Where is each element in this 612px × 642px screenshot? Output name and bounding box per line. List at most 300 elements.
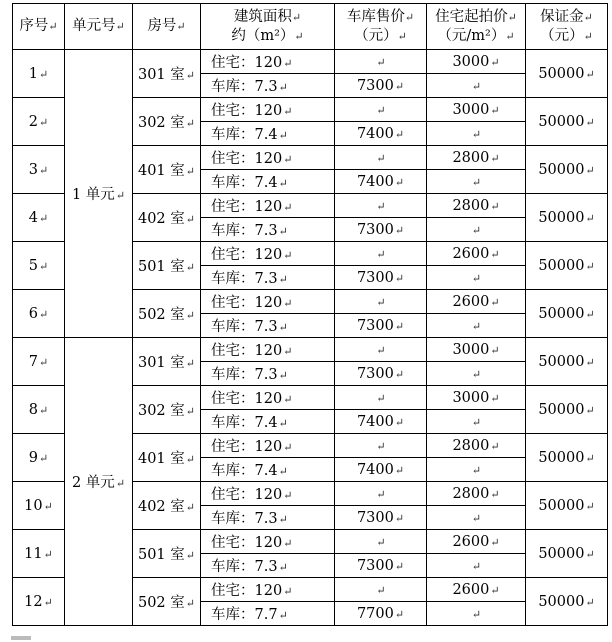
seq-cell (13, 434, 65, 482)
residence-area-cell (201, 50, 335, 74)
paragraph-mark: ↵ (585, 307, 595, 321)
garage-label: 车库： (211, 511, 255, 527)
paragraph-mark: ↵ (185, 117, 195, 130)
garage-price-cell (335, 266, 427, 290)
paragraph-mark: ↵ (185, 261, 195, 274)
header-deposit: 保证金↵ （元）↵ (526, 4, 608, 50)
garage-price-value: 7400 (356, 413, 394, 430)
start-price-cell (427, 242, 526, 266)
paragraph-mark: ↵ (490, 295, 500, 309)
garage-area-cell (201, 74, 335, 98)
start-price-value: 3000 (452, 341, 490, 358)
paragraph-mark: ↵ (471, 607, 482, 621)
deposit-cell (526, 530, 608, 578)
header-seq: 序号↵ (13, 4, 65, 50)
garage-price-value: 7400 (356, 461, 394, 478)
residence-area-cell (201, 98, 335, 122)
paragraph-mark: ↵ (394, 367, 405, 381)
paragraph-mark: ↵ (490, 247, 500, 261)
room-cell (133, 146, 201, 194)
paragraph-mark: ↵ (283, 249, 293, 262)
room-value: 502 室 (137, 307, 185, 323)
paragraph-mark: ↵ (585, 403, 595, 417)
residence-area-cell (201, 194, 335, 218)
room-cell (133, 98, 201, 146)
room-value: 301 室 (137, 67, 185, 83)
paragraph-mark: ↵ (278, 225, 288, 238)
paragraph-mark: ↵ (39, 115, 49, 129)
paragraph-mark: ↵ (39, 451, 49, 465)
garage-price-empty-cell (335, 50, 427, 74)
paragraph-mark: ↵ (185, 549, 195, 562)
garage-price-value: 7300 (356, 221, 394, 238)
residence-label: 住宅： (211, 103, 255, 119)
paragraph-mark: ↵ (283, 153, 293, 166)
garage-price-empty-cell (335, 386, 427, 410)
paragraph-mark: ↵ (585, 67, 595, 81)
garage-area-cell (201, 122, 335, 146)
room-cell (133, 530, 201, 578)
seq-value: 1 (28, 65, 38, 82)
deposit-value: 50000 (538, 65, 585, 82)
paragraph-mark: ↵ (490, 103, 500, 117)
paragraph-mark: ↵ (278, 321, 288, 334)
paragraph-mark: ↵ (39, 67, 49, 81)
deposit-cell (526, 194, 608, 242)
room-cell (133, 482, 201, 530)
garage-area-cell (201, 170, 335, 194)
paragraph-mark: ↵ (490, 439, 500, 453)
garage-price-cell (335, 602, 427, 626)
paragraph-mark: ↵ (43, 547, 53, 561)
paragraph-mark: ↵ (490, 343, 500, 357)
seq-value: 6 (28, 305, 38, 322)
paragraph-mark: ↵ (43, 499, 53, 513)
deposit-cell (526, 242, 608, 290)
deposit-cell (526, 290, 608, 338)
garage-label: 车库： (211, 79, 255, 95)
paragraph-mark: ↵ (39, 211, 49, 225)
room-cell (133, 338, 201, 386)
garage-label: 车库： (211, 175, 255, 191)
room-value: 302 室 (137, 115, 185, 131)
residence-label: 住宅： (211, 439, 255, 455)
paragraph-mark: ↵ (278, 609, 288, 622)
start-price-value: 2800 (452, 197, 490, 214)
garage-price-cell (335, 362, 427, 386)
residence-area-cell (201, 146, 335, 170)
paragraph-mark: ↵ (376, 199, 386, 213)
garage-price-cell (335, 74, 427, 98)
garage-price-empty-cell (335, 146, 427, 170)
paragraph-mark: ↵ (376, 439, 386, 453)
residence-label: 住宅： (211, 583, 255, 599)
paragraph-mark: ↵ (585, 259, 595, 273)
paragraph-mark: ↵ (376, 103, 386, 117)
deposit-value: 50000 (538, 161, 585, 178)
paragraph-mark: ↵ (283, 393, 293, 406)
garage-price-empty-cell (335, 242, 427, 266)
table-header (13, 4, 608, 50)
garage-area-value: 7.3 (254, 223, 278, 239)
paragraph-mark: ↵ (278, 417, 288, 430)
garage-price-empty-cell (335, 290, 427, 314)
header-garage-price: 车库售价↵ （元）↵ (335, 4, 427, 50)
start-price-value: 2800 (452, 149, 490, 166)
deposit-cell (526, 482, 608, 530)
paragraph-mark: ↵ (115, 189, 126, 202)
unit-value: 2 单元 (71, 475, 115, 491)
start-price-value: 3000 (452, 101, 490, 118)
paragraph-mark: ↵ (283, 57, 293, 70)
paragraph-mark: ↵ (278, 561, 288, 574)
unit-value: 1 单元 (71, 187, 115, 203)
paragraph-mark: ↵ (376, 247, 386, 261)
paragraph-mark: ↵ (394, 415, 405, 429)
deposit-cell (526, 386, 608, 434)
paragraph-mark: ↵ (394, 607, 405, 621)
garage-area-value: 7.3 (254, 559, 278, 575)
garage-area-cell (201, 314, 335, 338)
seq-value: 10 (24, 497, 43, 514)
garage-label: 车库： (211, 319, 255, 335)
seq-value: 5 (28, 257, 38, 274)
residence-label: 住宅： (211, 295, 255, 311)
garage-area-cell (201, 602, 335, 626)
paragraph-mark: ↵ (283, 201, 293, 214)
start-price-cell (427, 386, 526, 410)
garage-area-cell (201, 554, 335, 578)
garage-price-cell (335, 122, 427, 146)
paragraph-mark: ↵ (471, 127, 482, 141)
paragraph-mark: ↵ (585, 499, 595, 513)
paragraph-mark: ↵ (39, 403, 49, 417)
room-value: 301 室 (137, 355, 185, 371)
start-price-value: 2800 (452, 485, 490, 502)
paragraph-mark: ↵ (283, 345, 293, 358)
garage-label: 车库： (211, 127, 255, 143)
paragraph-mark: ↵ (278, 129, 288, 142)
seq-cell (13, 242, 65, 290)
residence-label: 住宅： (211, 55, 255, 71)
residence-area-value: 120 (254, 103, 283, 119)
deposit-value: 50000 (538, 593, 585, 610)
paragraph-mark: ↵ (585, 163, 595, 177)
paragraph-mark: ↵ (471, 463, 482, 477)
deposit-cell (526, 338, 608, 386)
table-row (13, 338, 608, 362)
paragraph-mark: ↵ (471, 271, 482, 285)
room-cell (133, 194, 201, 242)
garage-price-cell (335, 170, 427, 194)
start-price-value: 2600 (452, 581, 490, 598)
garage-price-cell (335, 314, 427, 338)
paragraph-mark: ↵ (585, 547, 595, 561)
deposit-value: 50000 (538, 305, 585, 322)
garage-price-value: 7300 (356, 269, 394, 286)
start-price-empty-cell (427, 266, 526, 290)
paragraph-mark: ↵ (39, 259, 49, 273)
start-price-cell (427, 194, 526, 218)
seq-cell (13, 338, 65, 386)
paragraph-mark: ↵ (115, 477, 126, 490)
residence-area-value: 120 (254, 295, 283, 311)
paragraph-mark: ↵ (471, 79, 482, 93)
start-price-cell (427, 98, 526, 122)
paragraph-mark: ↵ (490, 535, 500, 549)
start-price-empty-cell (427, 554, 526, 578)
garage-area-value: 7.3 (254, 367, 278, 383)
room-value: 401 室 (137, 163, 185, 179)
unit-cell (65, 50, 133, 338)
paragraph-mark: ↵ (278, 465, 288, 478)
paragraph-mark: ↵ (490, 583, 500, 597)
deposit-cell (526, 434, 608, 482)
garage-price-value: 7300 (356, 77, 394, 94)
start-price-cell (427, 434, 526, 458)
paragraph-mark: ↵ (471, 415, 482, 429)
paragraph-mark: ↵ (376, 535, 386, 549)
garage-price-empty-cell (335, 578, 427, 602)
room-value: 402 室 (137, 211, 185, 227)
paragraph-mark: ↵ (490, 55, 500, 69)
seq-value: 12 (24, 593, 43, 610)
garage-price-cell (335, 458, 427, 482)
seq-cell (13, 194, 65, 242)
paragraph-mark: ↵ (585, 595, 595, 609)
paragraph-mark: ↵ (39, 163, 49, 177)
garage-area-value: 7.3 (254, 319, 278, 335)
paragraph-mark: ↵ (394, 79, 405, 93)
paragraph-mark: ↵ (471, 319, 482, 333)
header-area: 建筑面积↵ 约（m²）↵ (201, 4, 335, 50)
seq-value: 8 (28, 401, 38, 418)
room-cell (133, 386, 201, 434)
paragraph-mark: ↵ (394, 127, 405, 141)
table-row (13, 50, 608, 74)
room-value: 501 室 (137, 259, 185, 275)
paragraph-mark: ↵ (376, 295, 386, 309)
paragraph-mark: ↵ (185, 357, 195, 370)
residence-area-value: 120 (254, 439, 283, 455)
garage-price-empty-cell (335, 530, 427, 554)
garage-price-value: 7300 (356, 509, 394, 526)
paragraph-mark: ↵ (278, 273, 288, 286)
paragraph-mark: ↵ (394, 511, 405, 525)
paragraph-mark: ↵ (185, 69, 195, 82)
garage-area-value: 7.4 (254, 415, 278, 431)
paragraph-mark: ↵ (185, 165, 195, 178)
residence-area-value: 120 (254, 487, 283, 503)
paragraph-mark: ↵ (490, 487, 500, 501)
seq-cell (13, 290, 65, 338)
garage-area-value: 7.7 (254, 607, 278, 623)
residence-area-value: 120 (254, 535, 283, 551)
paragraph-mark: ↵ (490, 391, 500, 405)
start-price-empty-cell (427, 458, 526, 482)
paragraph-mark: ↵ (471, 367, 482, 381)
paragraph-mark: ↵ (585, 355, 595, 369)
garage-price-value: 7300 (356, 365, 394, 382)
residence-area-value: 120 (254, 391, 283, 407)
paragraph-mark: ↵ (185, 501, 195, 514)
seq-value: 3 (28, 161, 38, 178)
paragraph-mark: ↵ (585, 451, 595, 465)
start-price-empty-cell (427, 74, 526, 98)
garage-label: 车库： (211, 559, 255, 575)
room-value: 402 室 (137, 499, 185, 515)
seq-cell (13, 386, 65, 434)
deposit-value: 50000 (538, 449, 585, 466)
garage-area-cell (201, 218, 335, 242)
paragraph-mark: ↵ (185, 597, 195, 610)
header-unit: 单元号↵ (65, 4, 133, 50)
start-price-cell (427, 338, 526, 362)
garage-label: 车库： (211, 271, 255, 287)
garage-area-cell (201, 266, 335, 290)
paragraph-mark: ↵ (185, 453, 195, 466)
paragraph-mark: ↵ (278, 513, 288, 526)
seq-cell (13, 578, 65, 626)
start-price-value: 2800 (452, 437, 490, 454)
paragraph-mark: ↵ (39, 355, 49, 369)
paragraph-mark: ↵ (394, 319, 405, 333)
deposit-value: 50000 (538, 401, 585, 418)
deposit-value: 50000 (538, 257, 585, 274)
start-price-empty-cell (427, 122, 526, 146)
start-price-cell (427, 50, 526, 74)
seq-value: 7 (28, 353, 38, 370)
paragraph-mark: ↵ (394, 559, 405, 573)
garage-price-empty-cell (335, 434, 427, 458)
garage-price-cell (335, 506, 427, 530)
start-price-empty-cell (427, 506, 526, 530)
residence-area-value: 120 (254, 199, 283, 215)
room-cell (133, 290, 201, 338)
seq-value: 2 (28, 113, 38, 130)
garage-price-empty-cell (335, 482, 427, 506)
auction-table (12, 3, 608, 626)
paragraph-mark: ↵ (471, 223, 482, 237)
seq-cell (13, 98, 65, 146)
garage-price-value: 7300 (356, 317, 394, 334)
room-cell (133, 578, 201, 626)
garage-area-cell (201, 410, 335, 434)
paragraph-mark: ↵ (278, 369, 288, 382)
garage-area-cell (201, 362, 335, 386)
room-cell (133, 50, 201, 98)
seq-value: 11 (24, 545, 43, 562)
start-price-value: 3000 (452, 53, 490, 70)
residence-label: 住宅： (211, 535, 255, 551)
start-price-empty-cell (427, 362, 526, 386)
residence-area-value: 120 (254, 583, 283, 599)
garage-price-empty-cell (335, 194, 427, 218)
paragraph-mark: ↵ (283, 537, 293, 550)
room-value: 401 室 (137, 451, 185, 467)
garage-price-value: 7700 (356, 605, 394, 622)
garage-price-value: 7400 (356, 173, 394, 190)
deposit-cell (526, 578, 608, 626)
residence-area-value: 120 (254, 343, 283, 359)
room-value: 502 室 (137, 595, 185, 611)
residence-area-cell (201, 290, 335, 314)
residence-area-cell (201, 386, 335, 410)
paragraph-mark: ↵ (278, 81, 288, 94)
deposit-value: 50000 (538, 113, 585, 130)
residence-label: 住宅： (211, 247, 255, 263)
paragraph-mark: ↵ (394, 271, 405, 285)
start-price-cell (427, 530, 526, 554)
paragraph-mark: ↵ (394, 463, 405, 477)
paragraph-mark: ↵ (283, 105, 293, 118)
paragraph-mark: ↵ (283, 297, 293, 310)
paragraph-mark: ↵ (490, 151, 500, 165)
residence-label: 住宅： (211, 199, 255, 215)
table-body (13, 50, 608, 626)
deposit-value: 50000 (538, 545, 585, 562)
garage-label: 车库： (211, 463, 255, 479)
start-price-empty-cell (427, 602, 526, 626)
paragraph-mark: ↵ (376, 151, 386, 165)
paragraph-mark: ↵ (278, 177, 288, 190)
seq-cell (13, 146, 65, 194)
start-price-cell (427, 146, 526, 170)
residence-area-cell (201, 530, 335, 554)
garage-price-empty-cell (335, 98, 427, 122)
garage-area-value: 7.4 (254, 463, 278, 479)
paragraph-mark: ↵ (394, 175, 405, 189)
garage-area-value: 7.4 (254, 175, 278, 191)
seq-cell (13, 50, 65, 98)
residence-area-cell (201, 482, 335, 506)
header-row (13, 4, 608, 50)
residence-area-value: 120 (254, 247, 283, 263)
paragraph-mark: ↵ (490, 199, 500, 213)
deposit-cell (526, 146, 608, 194)
paragraph-mark: ↵ (471, 559, 482, 573)
residence-area-value: 120 (254, 55, 283, 71)
residence-label: 住宅： (211, 391, 255, 407)
residence-area-cell (201, 434, 335, 458)
residence-area-value: 120 (254, 151, 283, 167)
garage-price-value: 7300 (356, 557, 394, 574)
paragraph-mark: ↵ (39, 307, 49, 321)
garage-price-empty-cell (335, 338, 427, 362)
room-value: 302 室 (137, 403, 185, 419)
header-room: 房号↵ (133, 4, 201, 50)
start-price-value: 2600 (452, 245, 490, 262)
start-price-cell (427, 482, 526, 506)
start-price-cell (427, 290, 526, 314)
deposit-value: 50000 (538, 497, 585, 514)
residence-area-cell (201, 242, 335, 266)
paragraph-mark: ↵ (185, 309, 195, 322)
paragraph-mark: ↵ (185, 213, 195, 226)
garage-label: 车库： (211, 223, 255, 239)
seq-cell (13, 530, 65, 578)
start-price-empty-cell (427, 218, 526, 242)
paragraph-mark: ↵ (283, 441, 293, 454)
paragraph-mark: ↵ (43, 595, 53, 609)
seq-value: 9 (28, 449, 38, 466)
residence-label: 住宅： (211, 151, 255, 167)
seq-cell (13, 482, 65, 530)
garage-area-value: 7.3 (254, 511, 278, 527)
paragraph-mark: ↵ (376, 583, 386, 597)
garage-label: 车库： (211, 367, 255, 383)
header-start-price: 住宅起拍价↵ （元/m²）↵ (427, 4, 526, 50)
